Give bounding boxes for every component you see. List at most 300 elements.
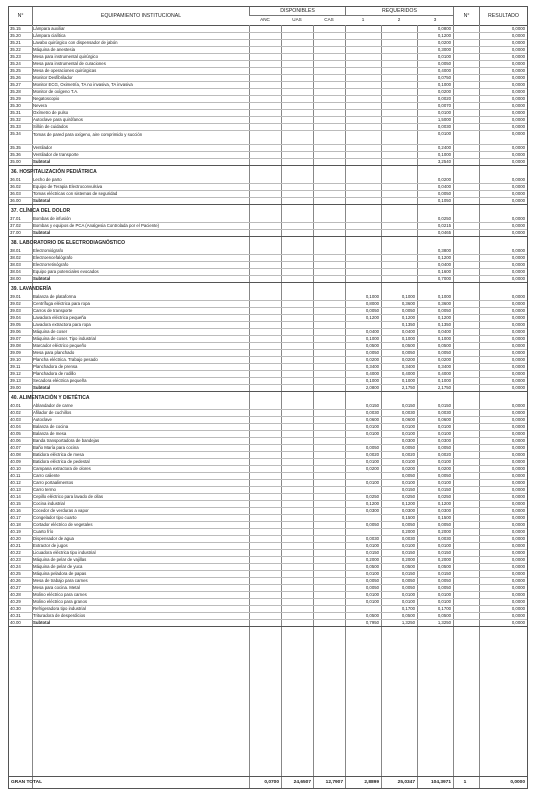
- row-code: 40.24: [10, 564, 21, 569]
- row-code: 40.02: [10, 410, 21, 415]
- row-description: Licuadora eléctrica tipo industrial: [33, 550, 96, 555]
- row-result: 0,0000: [511, 599, 525, 604]
- row-code: 38.04: [10, 269, 21, 274]
- row-code: 40.01: [10, 403, 21, 408]
- row-req-3: 0,0100: [437, 54, 451, 59]
- table-row: [9, 110, 527, 117]
- table-row: [9, 33, 527, 40]
- row-code: 35.32: [10, 117, 21, 122]
- table-row: [9, 371, 527, 378]
- table-row: [9, 606, 527, 613]
- row-req-3: 0,0050: [437, 578, 451, 583]
- table-row: [9, 410, 527, 417]
- grand-total-disp-anc: 0,0700: [264, 780, 279, 785]
- row-req-3: 0,0250: [437, 494, 451, 499]
- table-row: [9, 501, 527, 508]
- row-req-1: 0,0500: [365, 343, 379, 348]
- row-req-3: 0,0030: [437, 536, 451, 541]
- row-req-3: 0,0070: [437, 103, 451, 108]
- row-req-3: 0,0150: [437, 550, 451, 555]
- row-req-3: 0,0215: [437, 223, 451, 228]
- row-description: Máquina de pelar de vajillas: [33, 557, 87, 562]
- row-result: 0,0000: [511, 592, 525, 597]
- row-req-2: 0,0030: [401, 410, 415, 415]
- row-description: Centrífuga eléctrica para ropa: [33, 301, 90, 306]
- table-row: [9, 571, 527, 578]
- row-req-3: 0,0050: [437, 445, 451, 450]
- row-code: 40.10: [10, 466, 21, 471]
- row-code: 36.03: [10, 191, 21, 196]
- table-row: [9, 473, 527, 480]
- row-code: 39.06: [10, 329, 21, 334]
- row-req-3: 0,0050: [437, 522, 451, 527]
- section-title: 39. LAVANDERÍA: [11, 286, 52, 292]
- row-req-2: 0,3400: [401, 364, 415, 369]
- row-result: 0,0000: [511, 431, 525, 436]
- row-req-3: 0,1600: [437, 269, 451, 274]
- row-result: 0,0000: [511, 543, 525, 548]
- row-req-3: 0,0050: [437, 191, 451, 196]
- row-req-2: 0,0050: [401, 445, 415, 450]
- table-row: [9, 145, 527, 152]
- row-req-3: 0,0050: [437, 350, 451, 355]
- row-req-1: 0,4000: [365, 371, 379, 376]
- row-result: 0,0000: [511, 117, 525, 122]
- row-result: 0,0000: [511, 606, 525, 611]
- row-req-1: 0,0100: [365, 459, 379, 464]
- row-req-3: 0,0100: [437, 599, 451, 604]
- row-req-2: 0,3600: [401, 301, 415, 306]
- row-req-1: 0,0030: [365, 536, 379, 541]
- table-row: [9, 364, 527, 371]
- row-req-1: 2,0800: [365, 385, 379, 390]
- row-req-3: 0,0030: [437, 124, 451, 129]
- row-result: 0,0000: [511, 40, 525, 45]
- grand-total-req-3: 104,3971: [430, 780, 451, 785]
- row-req-2: 0,0300: [401, 438, 415, 443]
- row-code: 40.13: [10, 487, 21, 492]
- table-row: [9, 294, 527, 301]
- table-row: [9, 343, 527, 350]
- row-result: 0,0000: [511, 47, 525, 52]
- row-result: 0,0000: [511, 329, 525, 334]
- table-row: [9, 529, 527, 536]
- row-code: 40.14: [10, 494, 21, 499]
- row-req-3: 0,0100: [437, 131, 451, 136]
- row-code: 35.33: [10, 124, 21, 129]
- row-req-2: 0,1700: [401, 606, 415, 611]
- row-req-2: 2,1750: [401, 385, 415, 390]
- row-req-3: 0,0200: [437, 89, 451, 94]
- row-description: Subtotal: [33, 198, 51, 203]
- header-req-1: 1: [361, 17, 365, 22]
- row-req-3: 0,0300: [437, 508, 451, 513]
- row-req-3: 0,0300: [437, 438, 451, 443]
- row-description: Lavadora extractora para ropa: [33, 322, 91, 327]
- grand-total-n: 1: [463, 780, 467, 785]
- row-result: 0,0000: [511, 508, 525, 513]
- row-code: 39.07: [10, 336, 21, 341]
- row-description: Monitor Desfibrilador: [33, 75, 73, 80]
- row-result: 0,0000: [511, 301, 525, 306]
- row-code: 40.25: [10, 571, 21, 576]
- table-row: [9, 357, 527, 364]
- row-req-3: 0,0465: [437, 230, 451, 235]
- header-requeridos: REQUERIDOS: [345, 7, 453, 16]
- table-row: [9, 262, 527, 269]
- header-result: RESULTADO: [479, 7, 527, 25]
- subtotal-row: [9, 159, 527, 166]
- row-description: Cuarto frío: [33, 529, 54, 534]
- row-code: 39.03: [10, 308, 21, 313]
- table-row: [9, 82, 527, 89]
- row-result: 0,0000: [511, 33, 525, 38]
- table-row: [9, 438, 527, 445]
- row-req-2: 0,0050: [401, 585, 415, 590]
- row-description: Autoclave para quirófanos: [33, 117, 83, 122]
- row-req-3: 0,2000: [437, 529, 451, 534]
- row-req-3: 0,0400: [437, 329, 451, 334]
- row-req-3: 0,1050: [437, 198, 451, 203]
- row-req-2: 0,1200: [401, 315, 415, 320]
- row-req-3: 0,7000: [437, 276, 451, 281]
- row-description: Subtotal: [33, 620, 51, 625]
- table-row: [9, 459, 527, 466]
- row-code: 35.25: [10, 68, 21, 73]
- table-row: [9, 255, 527, 262]
- row-description: Balanza de cocina: [33, 424, 69, 429]
- row-req-3: 0,1350: [437, 322, 451, 327]
- row-req-2: 1,3250: [401, 620, 415, 625]
- row-req-3: 0,0150: [437, 403, 451, 408]
- row-code: 40.00: [10, 620, 21, 625]
- row-result: 0,0000: [511, 184, 525, 189]
- row-req-3: 0,0030: [437, 410, 451, 415]
- row-description: Plancha eléctrica. Trabajo pesado: [33, 357, 98, 362]
- row-description: Sillón de cuidados: [33, 124, 68, 129]
- row-code: 40.06: [10, 438, 21, 443]
- row-result: 0,0000: [511, 424, 525, 429]
- row-req-3: 0,0100: [437, 459, 451, 464]
- row-req-2: 0,0050: [401, 350, 415, 355]
- row-req-2: 0,1200: [401, 501, 415, 506]
- row-req-2: 0,0100: [401, 431, 415, 436]
- row-result: 0,0000: [511, 357, 525, 362]
- row-req-1: 0,3400: [365, 364, 379, 369]
- table-row: [9, 592, 527, 599]
- row-result: 0,0000: [511, 571, 525, 576]
- row-code: 38.02: [10, 255, 21, 260]
- row-code: 40.04: [10, 424, 21, 429]
- row-code: 39.13: [10, 378, 21, 383]
- row-req-1: 0,1000: [365, 336, 379, 341]
- row-code: 37.01: [10, 216, 21, 221]
- row-req-3: 0,1000: [437, 336, 451, 341]
- row-code: 40.18: [10, 522, 21, 527]
- row-req-3: 2,1750: [437, 385, 451, 390]
- row-req-1: 0,0050: [365, 445, 379, 450]
- row-description: Extractor de jugos: [33, 543, 68, 548]
- row-result: 0,0000: [511, 494, 525, 499]
- table-row: [9, 322, 527, 329]
- row-code: 35.15: [10, 26, 21, 31]
- row-req-2: 0,1000: [401, 294, 415, 299]
- row-code: 40.17: [10, 515, 21, 520]
- row-req-3: 0,0150: [437, 487, 451, 492]
- row-description: Lavabo quirúrgico con dispensador de jabón: [33, 40, 118, 45]
- row-code: 39.10: [10, 357, 21, 362]
- row-result: 0,0000: [511, 103, 525, 108]
- row-req-3: 0,0250: [437, 216, 451, 221]
- table-row: [9, 417, 527, 424]
- row-description: Molino eléctrico para carnes: [33, 592, 87, 597]
- row-result: 0,0000: [511, 522, 525, 527]
- row-req-1: 0,8000: [365, 301, 379, 306]
- row-description: Marcador eléctrico pequeño: [33, 343, 87, 348]
- row-result: 0,0000: [511, 343, 525, 348]
- table-row: [9, 117, 527, 124]
- row-req-2: 0,0100: [401, 459, 415, 464]
- row-code: 40.23: [10, 557, 21, 562]
- row-req-3: 0,0050: [437, 473, 451, 478]
- row-req-3: 0,0500: [437, 613, 451, 618]
- row-description: Máquina peladora de papas: [33, 571, 87, 576]
- table-row: [9, 585, 527, 592]
- row-description: Monitor de oxígeno T.A.: [33, 89, 79, 94]
- row-req-1: 0,0100: [365, 431, 379, 436]
- row-description: Ventilador: [33, 145, 53, 150]
- row-result: 0,0000: [511, 585, 525, 590]
- row-code: 40.08: [10, 452, 21, 457]
- row-result: 0,0000: [511, 336, 525, 341]
- row-description: Máquina de coser. Tipo industrial: [33, 336, 96, 341]
- row-description: Cocedor de verduras a vapor: [33, 508, 89, 513]
- row-req-3: 0,0150: [437, 571, 451, 576]
- row-req-1: 0,0300: [365, 508, 379, 513]
- table-row: [9, 301, 527, 308]
- row-req-1: 0,0050: [365, 350, 379, 355]
- row-code: 35.20: [10, 33, 21, 38]
- row-req-2: 0,0050: [401, 578, 415, 583]
- row-req-1: 0,0100: [365, 571, 379, 576]
- row-req-3: 1,3250: [437, 620, 451, 625]
- row-result: 0,0000: [511, 96, 525, 101]
- table-row: [9, 61, 527, 68]
- row-req-2: 0,0100: [401, 480, 415, 485]
- row-description: Máquina de anestesia: [33, 47, 76, 52]
- row-result: 0,0000: [511, 410, 525, 415]
- row-code: 40.22: [10, 550, 21, 555]
- row-result: 0,0000: [511, 82, 525, 87]
- row-description: Monitor ECG, Oximetría, TA no invasiva, TA invasiva: [33, 82, 133, 87]
- table-row: [9, 26, 527, 33]
- row-result: 0,0000: [511, 315, 525, 320]
- row-req-1: 0,0100: [365, 592, 379, 597]
- row-req-3: 0,0400: [437, 184, 451, 189]
- row-description: Subtotal: [33, 159, 51, 164]
- row-req-1: 0,0150: [365, 550, 379, 555]
- table-row: [9, 424, 527, 431]
- row-code: 39.04: [10, 315, 21, 320]
- row-result: 0,0000: [511, 61, 525, 66]
- row-code: 39.09: [10, 350, 21, 355]
- row-req-3: 0,2000: [437, 557, 451, 562]
- row-req-3: 0,0200: [437, 40, 451, 45]
- row-req-3: 0,0100: [437, 543, 451, 548]
- row-description: Bombas de infusión: [33, 216, 71, 221]
- row-req-2: 0,1000: [401, 336, 415, 341]
- grand-total-disp-uas: 24,6507: [293, 780, 311, 785]
- row-req-3: 0,3400: [437, 364, 451, 369]
- row-description: Equipo de Terapia Electroconvulsiva: [33, 184, 103, 189]
- row-result: 0,0000: [511, 262, 525, 267]
- row-description: Tomas eléctricas con sistemas de seguridad: [33, 191, 118, 196]
- row-req-1: 0,7950: [365, 620, 379, 625]
- row-result: 0,0000: [511, 276, 525, 281]
- row-req-2: 0,0030: [401, 536, 415, 541]
- grand-total-row: [9, 776, 527, 789]
- row-req-3: 0,2400: [437, 145, 451, 150]
- row-req-1: 0,0100: [365, 543, 379, 548]
- table-row: [9, 269, 527, 276]
- row-req-1: 0,1200: [365, 315, 379, 320]
- row-req-2: 0,0150: [401, 571, 415, 576]
- row-req-3: 0,0200: [437, 466, 451, 471]
- row-req-3: 0,1200: [437, 315, 451, 320]
- row-description: Máquina de coser: [33, 329, 68, 334]
- header-equipment: EQUIPAMIENTO INSTITUCIONAL: [32, 7, 249, 25]
- subtotal-row: [9, 230, 527, 237]
- row-req-3: 0,1200: [437, 501, 451, 506]
- table-row: [9, 68, 527, 75]
- row-description: Electromiógrafo: [33, 248, 64, 253]
- table-row: [9, 515, 527, 522]
- table-row: [9, 480, 527, 487]
- table-row: [9, 191, 527, 198]
- row-req-2: 0,0100: [401, 543, 415, 548]
- row-result: 0,0000: [511, 452, 525, 457]
- row-req-2: 0,0020: [401, 452, 415, 457]
- row-result: 0,0000: [511, 26, 525, 31]
- row-result: 0,0000: [511, 159, 525, 164]
- table-row: [9, 103, 527, 110]
- row-description: Campana extractora de olores: [33, 466, 91, 471]
- row-code: 35.26: [10, 75, 21, 80]
- row-result: 0,0000: [511, 417, 525, 422]
- row-req-2: 0,0500: [401, 564, 415, 569]
- row-code: 40.16: [10, 508, 21, 513]
- row-code: 35.35: [10, 145, 21, 150]
- row-req-1: 0,0100: [365, 599, 379, 604]
- row-code: 37.02: [10, 223, 21, 228]
- row-description: Dispensador de agua: [33, 536, 74, 541]
- table-row: [9, 445, 527, 452]
- header-n: N°: [453, 7, 479, 25]
- row-description: Refrigeradora tipo industrial: [33, 606, 86, 611]
- subtotal-row: [9, 385, 527, 392]
- row-result: 0,0000: [511, 438, 525, 443]
- row-req-1: 0,0200: [365, 357, 379, 362]
- row-result: 0,0000: [511, 68, 525, 73]
- row-description: Balanza de plataforma: [33, 294, 76, 299]
- row-req-3: 0,1000: [437, 378, 451, 383]
- grand-total-disp-cas: 12,7907: [325, 780, 343, 785]
- row-result: 0,0000: [511, 378, 525, 383]
- row-description: Carros de transporte: [33, 308, 73, 313]
- row-result: 0,0000: [511, 294, 525, 299]
- table-row: [9, 47, 527, 54]
- table-row: [9, 350, 527, 357]
- row-description: Trituradora de desperdicios: [33, 613, 86, 618]
- row-result: 0,0000: [511, 487, 525, 492]
- row-result: 0,0000: [511, 480, 525, 485]
- row-description: Equipo para potenciales evocados: [33, 269, 99, 274]
- row-req-3: 0,0100: [437, 431, 451, 436]
- row-req-1: 0,0500: [365, 613, 379, 618]
- row-description: Mesa de operaciones quirúrgicas: [33, 68, 97, 73]
- row-req-2: 0,0100: [401, 592, 415, 597]
- table-row: [9, 578, 527, 585]
- row-req-3: 0,0200: [437, 177, 451, 182]
- row-result: 0,0000: [511, 364, 525, 369]
- row-description: Lámpara auxiliar: [33, 26, 65, 31]
- grand-total-result: 0,0000: [510, 780, 525, 785]
- row-result: 0,0000: [511, 308, 525, 313]
- row-description: Cocina industrial: [33, 501, 65, 506]
- row-req-3: 0,4000: [437, 371, 451, 376]
- row-result: 0,0000: [511, 515, 525, 520]
- row-req-2: 0,0100: [401, 599, 415, 604]
- row-req-3: 0,0020: [437, 452, 451, 457]
- table-header: [9, 7, 527, 26]
- row-code: 35.00: [10, 159, 21, 164]
- row-description: Subtotal: [33, 230, 51, 235]
- row-req-2: 0,0050: [401, 522, 415, 527]
- row-code: 40.20: [10, 536, 21, 541]
- row-result: 0,0000: [511, 578, 525, 583]
- row-req-1: 0,0100: [365, 424, 379, 429]
- row-req-2: 0,0300: [401, 508, 415, 513]
- row-req-3: 0,3600: [437, 301, 451, 306]
- subtotal-row: [9, 620, 527, 627]
- row-code: 40.27: [10, 585, 21, 590]
- grand-total-label: GRAN TOTAL: [11, 780, 42, 785]
- row-description: Ventilador de transporte: [33, 152, 79, 157]
- row-req-3: 0,0100: [437, 592, 451, 597]
- row-result: 0,0000: [511, 473, 525, 478]
- row-result: 0,0000: [511, 255, 525, 260]
- row-code: 40.21: [10, 543, 21, 548]
- section-title: 38. LABORATORIO DE ELECTRODIAGNÓSTICO: [11, 240, 125, 246]
- row-req-2: 0,4000: [401, 371, 415, 376]
- row-description: Nevera: [33, 103, 47, 108]
- row-description: Mesa de trabajo para carnes: [33, 578, 88, 583]
- section-title: 40. ALIMENTACIÓN Y DIETÉTICA: [11, 395, 90, 401]
- row-result: 0,0000: [511, 620, 525, 625]
- row-code: 40.12: [10, 480, 21, 485]
- row-result: 0,0000: [511, 557, 525, 562]
- row-description: Carro portaalimentos: [33, 480, 74, 485]
- row-code: 35.24: [10, 61, 21, 66]
- row-description: Oxímetro de pulso: [33, 110, 69, 115]
- table-row: [9, 184, 527, 191]
- row-result: 0,0000: [511, 248, 525, 253]
- row-result: 0,0000: [511, 501, 525, 506]
- row-result: 0,0000: [511, 269, 525, 274]
- row-result: 0,0000: [511, 403, 525, 408]
- row-req-3: 0,0750: [437, 75, 451, 80]
- row-req-1: 0,0200: [365, 466, 379, 471]
